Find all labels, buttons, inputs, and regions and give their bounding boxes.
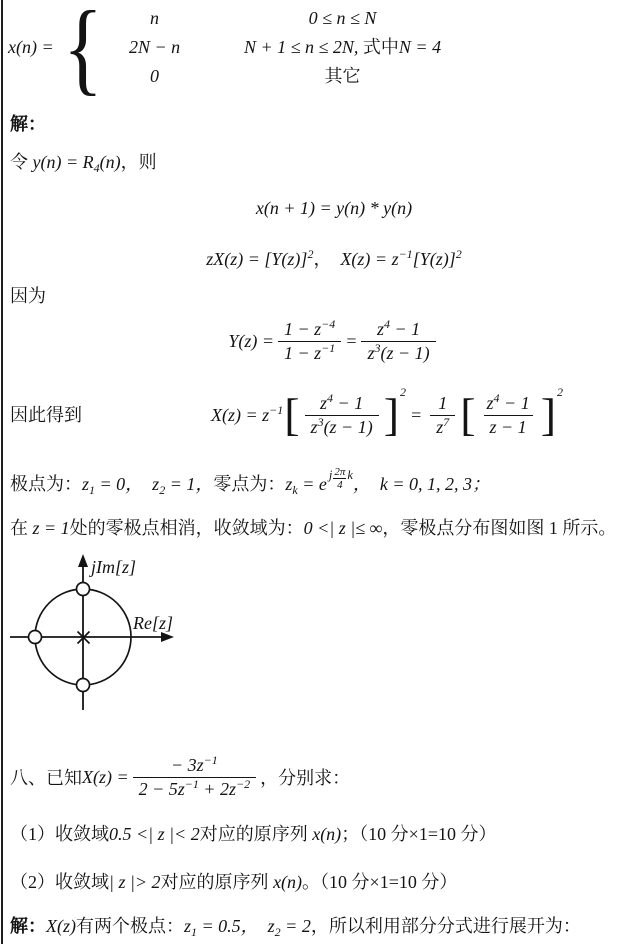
left-brace: {	[62, 0, 103, 105]
exponent: j $\frac{2\pi}{4}$ k	[328, 465, 353, 491]
equation-Xz: $X(z) = z^{-1}$ [ $\frac{z^4 - 1}{z^3(z - 1)}$ ] 2 = $\frac{1}{z^7}$ [ $\frac{z^4 - 1}{z - 1}$ ] 2	[210, 385, 564, 441]
equation-text: $zX(z) = [Y(z)]^2$， $X(z) = z^{-1}[Y(z)]^2$	[206, 247, 462, 269]
piecewise-value-3: 0	[150, 66, 160, 86]
because-text: 因为	[10, 286, 46, 306]
equation-Yz: Y(z) = $\frac{1 - z^{-4}}{1 - z^{-1}}$ = $\frac{z^4 - 1}{z^3(z - 1)}$	[0, 312, 624, 370]
left-bracket: [	[460, 389, 476, 441]
let-line: 令 $y(n) = R_4(n)$，则	[10, 152, 157, 175]
fraction: $\frac{- 3z^{-1}}{2 - 5z^{-1} + 2z^{-2}}$	[133, 755, 257, 799]
fraction: $\frac{z^4 - 1}{z^3(z - 1)}$	[305, 393, 379, 437]
piecewise-table	[112, 6, 488, 89]
fraction: $\frac{1}{z^7}$	[430, 393, 455, 437]
solution-label-2: 解：	[10, 916, 46, 936]
zero-marker-left	[29, 631, 42, 644]
problem8-solution: 解：X(z)有两个极点：$z_1 = 0.5$， $z_2 = 2$，所以利用部分分式进行展开为：	[10, 916, 581, 939]
equation-lhs: x(n) =	[8, 37, 54, 57]
solution-label: 解：	[10, 114, 46, 134]
left-bracket: [	[284, 389, 300, 441]
therefore-text: 因此得到	[10, 405, 82, 425]
piecewise-value-2: 2N − n	[128, 37, 181, 57]
problem8-part1: （1）收敛域0.5 <| z |< 2对应的原序列 x(n)；（10 分×1=10 分）	[10, 824, 497, 844]
zero-marker-bottom	[77, 679, 90, 692]
piecewise-cond-1: 0 ≤ n ≤ N	[308, 8, 377, 28]
pole-zero-diagram	[0, 552, 210, 720]
im-axis-label: jIm[z]	[91, 557, 137, 577]
piecewise-value-1: n	[150, 8, 160, 28]
fraction: $\frac{z^4 - 1}{z^3(z - 1)}$	[361, 319, 435, 363]
up-arrow-icon	[78, 554, 88, 567]
problem8-part2: （2）收敛域| z |> 2对应的原序列 x(n)。（10 分×1=10 分）	[10, 872, 458, 892]
roc-line: 在 z = 1处的零极点相消，收敛域为：0 <| z |≤ ∞，零极点分布图如图 1 所示。	[10, 518, 617, 538]
fraction: $\frac{z^4 - 1}{z - 1}$	[481, 393, 536, 437]
piecewise-cond-3: 其它	[324, 66, 361, 86]
equation-ztransform	[0, 246, 624, 270]
exponent-fraction: $\frac{2\pi}{4}$	[334, 465, 346, 491]
equation-text: $X(z) = z^{-1}$	[210, 402, 284, 425]
right-bracket: ]	[383, 389, 400, 441]
fraction: $\frac{1 - z^{-4}}{1 - z^{-1}}$	[278, 319, 341, 363]
poles-zeros-line: 极点为：$z_1 = 0$， $z_2 = 1$，零点为：$z_k = e$ j $\frac{2\pi}{4}$ k， k = 0, 1, 2, 3；	[10, 472, 620, 500]
piecewise-equation	[8, 0, 488, 105]
zero-marker-top	[77, 583, 90, 596]
right-arrow-icon	[161, 632, 174, 642]
right-bracket: ]	[540, 389, 557, 441]
re-axis-label: Re[z]	[133, 613, 173, 633]
equation-convolution: x(n + 1) = y(n) * y(n)	[255, 197, 413, 218]
problem8-heading: 八、已知 X(z) = $\frac{- 3z^{-1}}{2 - 5z^{-1} + 2z^{-2}}$ ，分别求：	[10, 752, 351, 799]
piecewise-cond-2: N + 1 ≤ n ≤ 2N, 式中N = 4	[244, 37, 442, 57]
